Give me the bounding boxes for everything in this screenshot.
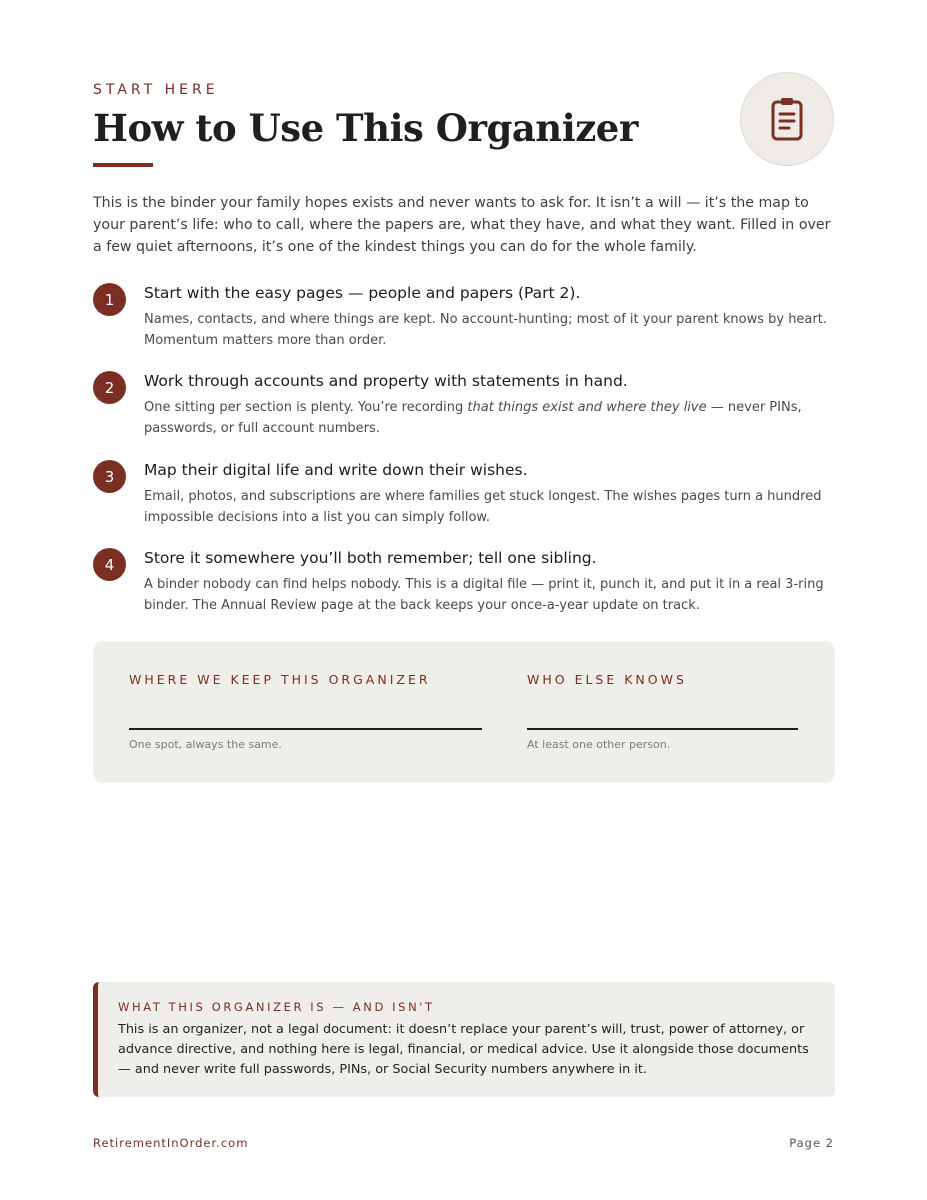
step-body-text: — never PINs, passwords, or full account numbers. [144, 400, 802, 436]
step-body: A binder nobody can find helps nobody. This is a digital file — print it, punch it, and put it in a real 3-ring binder. The Annual Review page at the back keeps your once-a-year update on track. [144, 577, 824, 613]
title-underline [93, 163, 153, 167]
step-title: Store it somewhere you’ll both remember; tell one sibling. [144, 549, 597, 567]
field-label-who-knows: WHO ELSE KNOWS [527, 672, 687, 687]
step-body [144, 397, 835, 439]
step-number: 3 [93, 460, 126, 493]
field-hint-who-knows: At least one other person. [527, 738, 671, 751]
footer-site: RetirementInOrder.com [93, 1136, 249, 1150]
page-title: How to Use This Organizer [93, 106, 638, 150]
step-body: Email, photos, and subscriptions are where families get stuck longest. The wishes pages turn a hundred impossible decisions into a list you can simply follow. [144, 489, 822, 525]
step-title: Start with the easy pages — people and papers (Part 2). [144, 284, 581, 302]
step-title: Map their digital life and write down their wishes. [144, 461, 528, 479]
disclaimer-note [93, 982, 835, 1097]
step-title: Work through accounts and property with statements in hand. [144, 372, 628, 390]
step-body: Names, contacts, and where things are kept. No account-hunting; most of it your parent knows by heart. Momentum matters more than order. [144, 312, 827, 348]
field-hint-location: One spot, always the same. [129, 738, 282, 751]
who-knows-fill-line[interactable] [527, 728, 798, 730]
intro-paragraph: This is the binder your family hopes exists and never wants to ask for. It isn’t a will — it’s the map to your parent’s life: who to call, where the papers are, what they have, and what they want. Filled in over a few quiet afternoons, it’s one of the kindest things you can do for the whole family. [93, 195, 831, 255]
section-eyebrow: START HERE [93, 82, 219, 98]
step-body-emphasis: that things exist and where they live [467, 400, 707, 415]
location-fill-line[interactable] [129, 728, 482, 730]
field-label-location: WHERE WE KEEP THIS ORGANIZER [129, 672, 431, 687]
step-number: 2 [93, 371, 126, 404]
step-number: 4 [93, 548, 126, 581]
step-number: 1 [93, 283, 126, 316]
clipboard-icon [770, 96, 804, 142]
step-body-text: One sitting per section is plenty. You’re recording [144, 400, 468, 415]
note-label: WHAT THIS ORGANIZER IS — AND ISN'T [118, 1000, 435, 1014]
note-body: This is an organizer, not a legal document: it doesn’t replace your parent’s will, trust, power of attorney, or advance directive, and nothing here is legal, financial, or medical advice. Use it alongside those documents — and never write full passwords, PINs, or Social Security numbers anywhere in it. [118, 1022, 809, 1077]
location-panel [93, 641, 835, 783]
footer-page-number: Page 2 [789, 1136, 834, 1150]
clipboard-badge [740, 72, 834, 166]
